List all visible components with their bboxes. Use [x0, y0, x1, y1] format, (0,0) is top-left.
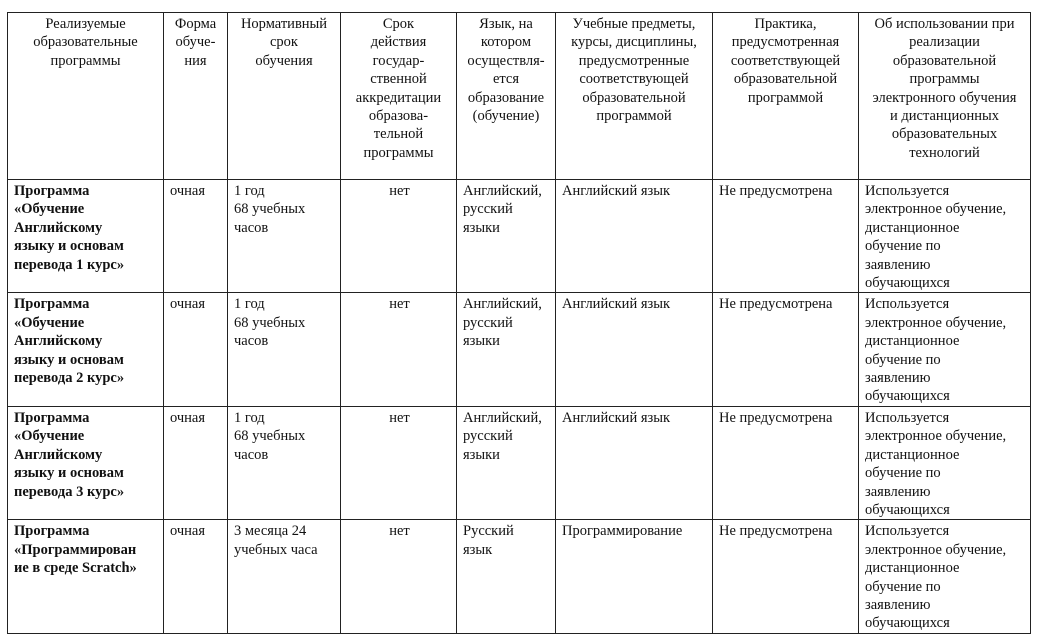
cell-language [457, 520, 556, 633]
subjects-value: Английский язык [562, 183, 671, 199]
cell-elearning [859, 406, 1031, 519]
accreditation-value: нет [389, 409, 410, 426]
cell-language [457, 293, 556, 406]
cell-practice [713, 406, 859, 519]
header-programs [8, 13, 164, 180]
cell-elearning [859, 293, 1031, 406]
subjects-value: Английский язык [562, 296, 671, 313]
cell-subjects [556, 520, 713, 633]
cell-practice [713, 293, 859, 406]
study-language: Русский язык [463, 523, 514, 558]
header-form-label: Форма обуче- ния [174, 16, 217, 69]
study-form: очная [170, 183, 206, 199]
header-programs-label: Реализуемые образовательные программы [33, 16, 138, 69]
study-duration: 1 год 68 учебных часов [234, 183, 306, 236]
header-duration [228, 13, 341, 180]
header-language-label: Язык, на котором осуществля- ется образование (обучение) [467, 16, 545, 125]
program-name: Программа «Обучение Английскому языку и основам перевода 1 курс» [14, 183, 125, 273]
cell-accreditation [341, 520, 457, 633]
cell-duration [228, 180, 341, 293]
elearning-value: Используется электронное обучение, дистанционное обучение по заявлению обучающихся [865, 183, 1007, 292]
cell-accreditation [341, 293, 457, 406]
header-form [164, 13, 228, 180]
practice-value: Не предусмотрена [719, 523, 833, 540]
study-language: Английский, русский языки [463, 296, 542, 350]
table-header-row [8, 13, 1031, 180]
accreditation-value: нет [389, 296, 410, 313]
table-row [8, 293, 1031, 406]
program-name: Программа «Обучение Английскому языку и основам перевода 2 курс» [14, 296, 125, 387]
cell-program [8, 293, 164, 406]
cell-practice [713, 180, 859, 293]
table-row [8, 520, 1031, 633]
header-language [457, 13, 556, 180]
cell-elearning [859, 520, 1031, 633]
cell-accreditation [341, 406, 457, 519]
cell-subjects [556, 293, 713, 406]
cell-elearning [859, 180, 1031, 293]
practice-value: Не предусмотрена [719, 409, 833, 426]
elearning-value: Используется электронное обучение, дистанционное обучение по заявлению обучающихся [865, 296, 1007, 405]
accreditation-value: нет [389, 523, 410, 540]
cell-language [457, 406, 556, 519]
table-row [8, 406, 1031, 519]
practice-value: Не предусмотрена [719, 296, 833, 313]
cell-duration [228, 293, 341, 406]
header-duration-label: Нормативный срок обучения [240, 16, 328, 69]
cell-form [164, 406, 228, 519]
cell-subjects [556, 406, 713, 519]
study-form: очная [170, 296, 206, 313]
header-practice-label: Практика, предусмотренная соответствующей образовательной программой [730, 16, 841, 106]
cell-program [8, 180, 164, 293]
study-language: Английский, русский языки [463, 409, 542, 463]
study-form: очная [170, 409, 206, 426]
cell-form [164, 520, 228, 633]
cell-form [164, 180, 228, 293]
cell-program [8, 520, 164, 633]
header-subjects-label: Учебные предметы, курсы, дисциплины, предусмотренные соответствующей образовательной программой [571, 16, 697, 125]
elearning-value: Используется электронное обучение, дистанционное обучение по заявлению обучающихся [865, 523, 1007, 632]
header-accreditation-label: Срок действия государ- ственной аккредитации образова- тельной программы [355, 16, 442, 161]
study-duration: 1 год 68 учебных часов [234, 296, 306, 350]
cell-duration [228, 520, 341, 633]
cell-practice [713, 520, 859, 633]
elearning-value: Используется электронное обучение, дистанционное обучение по заявлению обучающихся [865, 409, 1007, 518]
study-language: Английский, русский языки [463, 183, 542, 236]
subjects-value: Английский язык [562, 409, 671, 426]
cell-language [457, 180, 556, 293]
header-subjects [556, 13, 713, 180]
cell-form [164, 293, 228, 406]
program-name: Программа «Программирован ие в среде Scratch» [14, 523, 137, 577]
accreditation-value: нет [389, 183, 410, 199]
header-elearning [859, 13, 1031, 180]
subjects-value: Программирование [562, 523, 683, 540]
cell-accreditation [341, 180, 457, 293]
header-practice [713, 13, 859, 180]
practice-value: Не предусмотрена [719, 183, 833, 199]
table-row [8, 180, 1031, 293]
study-duration: 3 месяца 24 учебных часа [234, 523, 318, 558]
header-accreditation [341, 13, 457, 180]
cell-program [8, 406, 164, 519]
study-form: очная [170, 523, 206, 540]
cell-subjects [556, 180, 713, 293]
header-elearning-label: Об использовании при реализации образовательной программы электронного обучения и дистанционных образовательных технологий [872, 16, 1017, 161]
programs-table [7, 12, 1031, 634]
study-duration: 1 год 68 учебных часов [234, 409, 306, 463]
program-name: Программа «Обучение Английскому языку и основам перевода 3 курс» [14, 409, 125, 500]
cell-duration [228, 406, 341, 519]
